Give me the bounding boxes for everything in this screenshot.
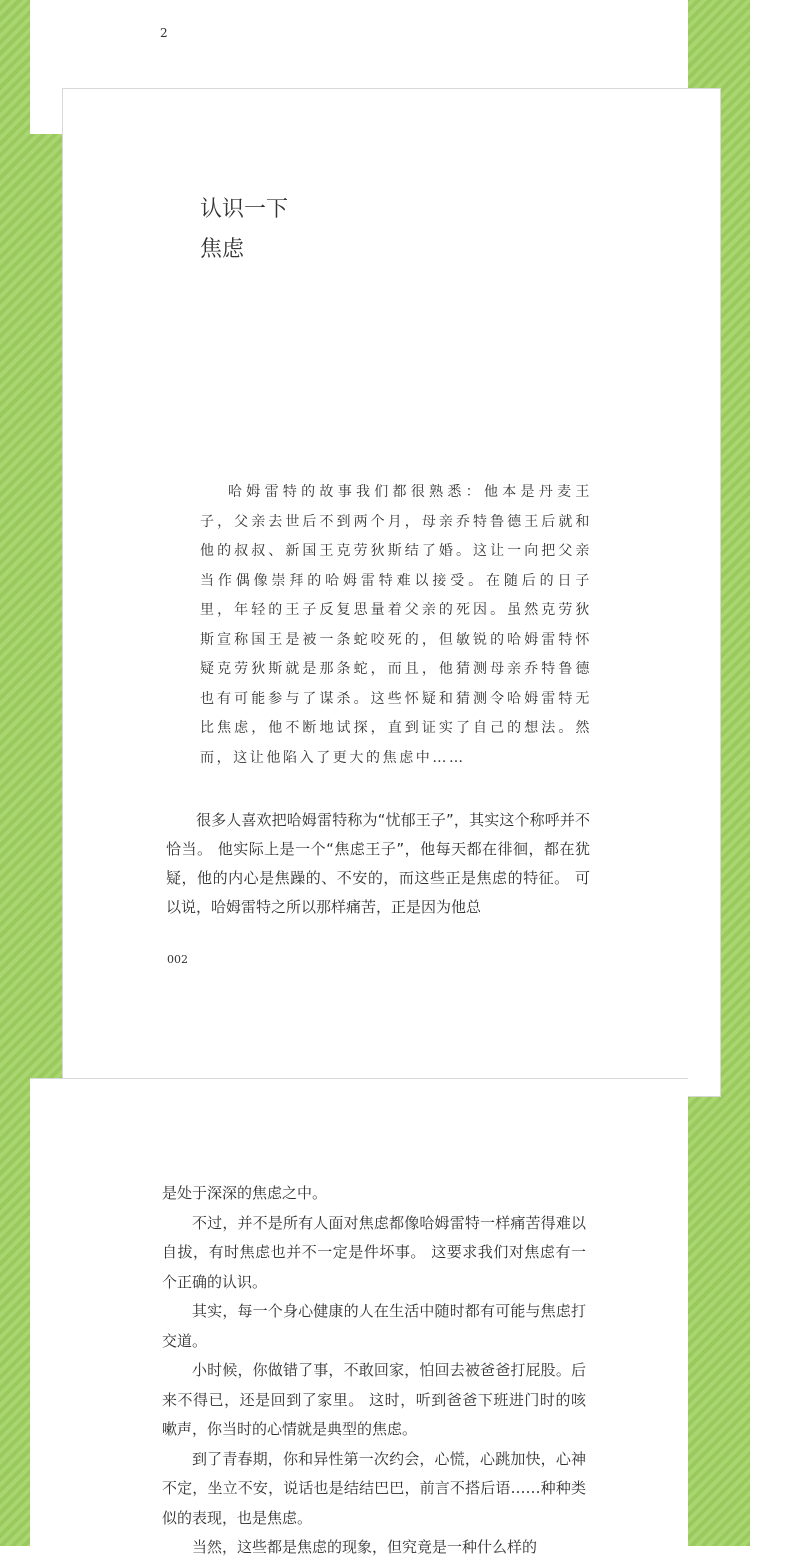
chapter-title-line2: 焦虑 xyxy=(200,237,245,262)
body-paragraph: 是处于深深的焦虑之中。 xyxy=(162,1184,328,1202)
continuation-text xyxy=(162,1179,586,1563)
quote-paragraph: 哈姆雷特的故事我们都很熟悉：他本是丹麦王子，父亲去世后不到两个月，母亲乔特鲁德王后就和他的叔叔、新国王克劳狄斯结了婚。这让一向把父亲当作偶像崇拜的哈姆雷特难以接受。在随后的日子里，年轻的王子反复思量着父亲的死因。虽然克劳狄斯宣称国王是被一条蛇咬死的，但敏锐的哈姆雷特怀疑克劳狄斯就是那条蛇，而且，他猜测母亲乔特鲁德也有可能参与了谋杀。这些怀疑和猜测令哈姆雷特无比焦虑，他不断地试探，直到证实了自己的想法。然而，这让他陷入了更大的焦虑中…… xyxy=(200,484,592,766)
body-paragraph: 当然，这些都是焦虑的现象，但究竟是一种什么样的 xyxy=(192,1538,538,1556)
body-paragraph: 其实，每一个身心健康的人在生活中随时都有可能与焦虑打交道。 xyxy=(162,1302,586,1350)
main-body-text xyxy=(166,806,590,922)
body-paragraph: 不过，并不是所有人面对焦虑都像哈姆雷特一样痛苦得难以自拔，有时焦虑也并不一定是件坏事。 这要求我们对焦虑有一个正确的认识。 xyxy=(162,1213,586,1291)
body-paragraph: 小时候，你做错了事，不敢回家，怕回去被爸爸打屁股。后来不得已，还是回到了家里。 这时，听到爸爸下班进门时的咳嗽声，你当时的心情就是典型的焦虑。 xyxy=(162,1361,586,1438)
page-number-top: 2 xyxy=(160,26,168,40)
quote-block xyxy=(200,478,592,773)
chapter-title-line1: 认识一下 xyxy=(200,197,289,222)
chapter-title xyxy=(200,190,288,270)
body-paragraph: 到了青春期，你和异性第一次约会，心慌，心跳加快，心神不定，坐立不安，说话也是结结巴巴，前言不搭后语……种种类似的表现，也是焦虑。 xyxy=(162,1449,586,1527)
page-number: 002 xyxy=(167,953,188,966)
body-paragraph: 很多人喜欢把哈姆雷特称为“忧郁王子”，其实这个称呼并不恰当。 他实际上是一个“焦虑王子”，他每天都在徘徊，都在犹疑，他的内心是焦躁的、不安的，而这些正是焦虑的特征。 可以说，哈姆雷特之所以那样痛苦，正是因为他总 xyxy=(166,811,590,916)
